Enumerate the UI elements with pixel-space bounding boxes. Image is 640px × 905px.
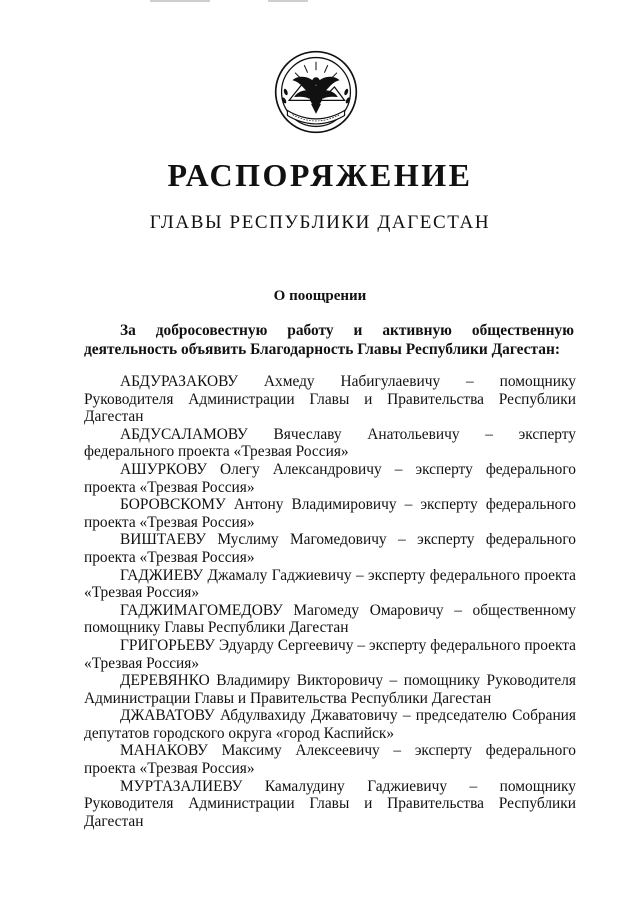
awardee-entry: АБДУРАЗАКОВУ Ахмеду Набигулаевичу – помощнику Руководителя Администрации Главы и Правительства Республики Дагестан (84, 373, 576, 426)
document-subtitle: ГЛАВЫ РЕСПУБЛИКИ ДАГЕСТАН (149, 212, 491, 233)
awardee-entry: ДЕРЕВЯНКО Владимиру Викторовичу – помощнику Руководителя Администрации Главы и Правительства Республики Дагестан (84, 672, 576, 707)
awardee-entry: МАНАКОВУ Максиму Алексеевичу – эксперту федерального проекта «Трезвая Россия» (84, 742, 576, 778)
awardee-entry: МУРТАЗАЛИЕВУ Камалудину Гаджиевичу – помощнику Руководителя Администрации Главы и Правительства Республики Дагестан (84, 777, 576, 830)
document-title: РАСПОРЯЖЕНИЕ (167, 157, 473, 193)
awardee-list (84, 373, 576, 830)
scan-artifact (150, 0, 210, 2)
dagestan-coat-of-arms-icon (274, 50, 358, 134)
scan-artifact (268, 0, 308, 2)
awardee-entry: АБДУСАЛАМОВУ Вячеславу Анатольевичу – эксперту федерального проекта «Трезвая Россия» (84, 425, 576, 461)
awardee-entry: ГАДЖИМАГОМЕДОВУ Магомеду Омаровичу – общественному помощнику Главы Республики Дагестан (84, 601, 576, 637)
awardee-entry: ВИШТАЕВУ Муслиму Магомедовичу – эксперту федерального проекта «Трезвая Россия» (84, 531, 576, 566)
awardee-entry: БОРОВСКОМУ Антону Владимировичу – эксперту федерального проекта «Трезвая Россия» (84, 496, 576, 531)
awardee-entry: ГАДЖИЕВУ Джамалу Гаджиевичу – эксперту федерального проекта «Трезвая Россия» (84, 566, 576, 602)
awardee-entry: ГРИГОРЬЕВУ Эдуарду Сергеевичу – эксперту федерального проекта «Трезвая Россия» (84, 636, 576, 672)
awardee-entry: АШУРКОВУ Олегу Александровичу – эксперту федерального проекта «Трезвая Россия» (84, 460, 576, 496)
preamble-text: За добросовестную работу и активную общественную деятельность объявить Благодарность Главы Республики Дагестан: (84, 322, 574, 358)
preamble-paragraph (84, 321, 574, 359)
awardee-entry: ДЖАВАТОВУ Абдулвахиду Джаватовичу – председателю Собрания депутатов городского округа «город Каспийск» (84, 707, 576, 742)
document-subject: О поощрении (273, 288, 367, 304)
